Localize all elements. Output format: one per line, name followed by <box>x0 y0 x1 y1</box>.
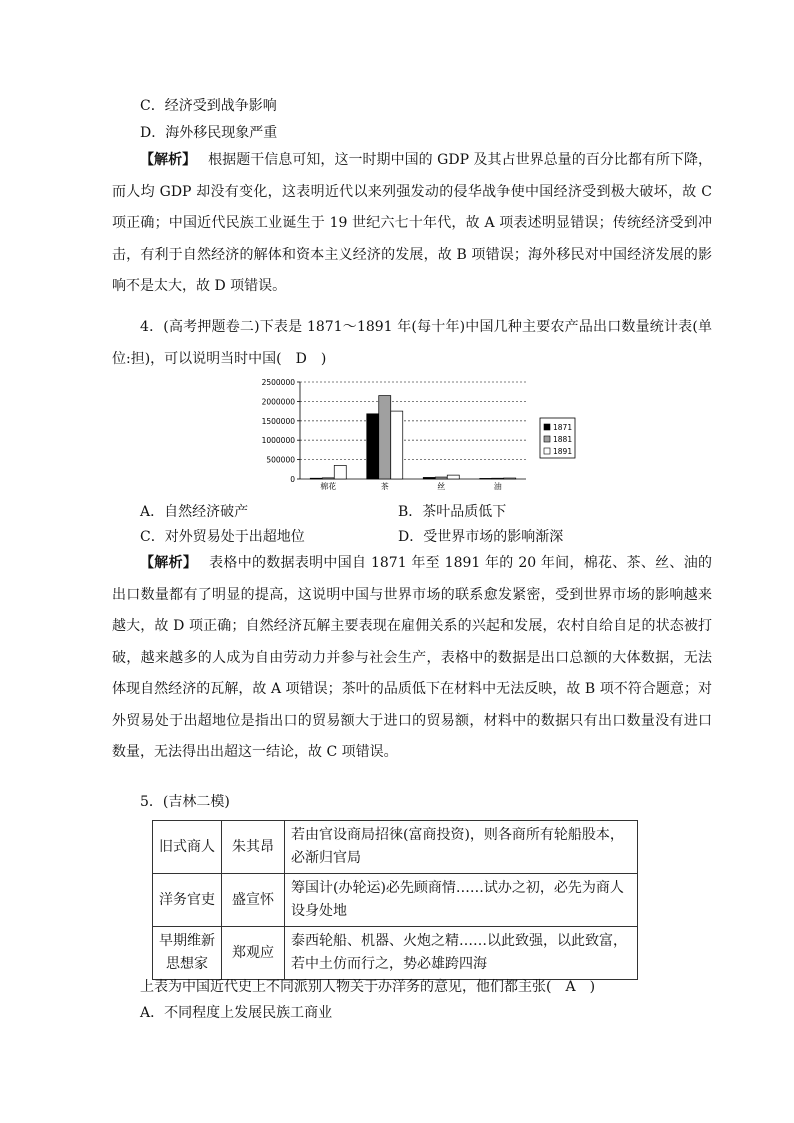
bar-1881-3 <box>492 478 504 479</box>
bar-1871-1 <box>367 414 379 479</box>
question-stem: 5．(吉林二模) <box>140 794 230 810</box>
table-row <box>153 927 638 980</box>
bar-1891-2 <box>447 475 459 479</box>
option-c: C．经济受到战争影响 <box>140 98 277 114</box>
bar-1871-2 <box>423 477 435 479</box>
x-tick-label: 丝 <box>437 482 446 491</box>
y-tick-label: 0 <box>290 475 295 484</box>
table-cell-view: 筹国计(办轮运)必先顾商情……试办之初，必先为商人设身处地 <box>285 874 638 927</box>
y-tick-label: 2500000 <box>261 378 295 387</box>
analysis-text: 表格中的数据表明中国自 1871 年至 1891 年的 20 年间，棉花、茶、丝、油的出口数量都有了明显的提高，这说明中国与世界市场的联系愈发紧密，受到世界市场的影响越来越大，故 D 项正确；自然经济瓦解主要表现在雇佣关系的兴起和发展，农村自给自足的状态被打破，越来越多的人成为自由劳动力并参与社会生产，表格中的数据是出口总额的大体数据，无法体现自然经济的瓦解，故 A 项错误；茶叶的品质低下在材料中无法反映，故 B 项不符合题意；对外贸易处于出超地位是指出口的贸易额大于进口的贸易额，材料中的数据只有出口数量没有进口数量，无法得出出超这一结论，故 C 项错误。 <box>112 555 712 760</box>
table-cell-type: 洋务官吏 <box>153 874 222 927</box>
analysis-text: 根据题干信息可知，这一时期中国的 GDP 及其占世界总量的百分比都有所下降，而人均 GDP 却没有变化，这表明近代以来列强发动的侵华战争使中国经济受到极大破坏，故 C 项正确；中国近代民族工业诞生于 19 世纪六七十年代，故 A 项表述明显错误；传统经济受到冲击，有利于自然经济的解体和资本主义经济的发展，故 B 项错误；海外移民对中国经济发展的影响不是太大，故 D 项错误。 <box>112 152 712 294</box>
bar-1871-3 <box>480 478 492 479</box>
x-tick-label: 棉花 <box>320 482 337 491</box>
option-c: C．对外贸易处于出超地位 <box>140 529 305 545</box>
analysis-tag: 【解析】 <box>140 555 198 571</box>
table-cell-view: 泰西轮船、机器、火炮之精……以此致强，以此致富，若中土仿而行之，势必雄跨四海 <box>285 927 638 980</box>
question-stem-text: 4．(高考押题卷二)下表是 1871～1891 年(每十年)中国几种主要农产品出口数量统计表(单位:担)，可以说明当时中国( D ) <box>112 319 712 367</box>
y-tick-label: 1000000 <box>261 436 295 446</box>
y-tick-label: 1500000 <box>261 416 295 426</box>
table-cell-view: 若由官设商局招徕(富商投资)，则各商所有轮船股本，必渐归官局 <box>285 821 638 874</box>
option-b: B．茶叶品质低下 <box>398 504 507 520</box>
analysis-paragraph <box>112 145 712 303</box>
legend-label: 1891 <box>553 447 573 456</box>
bar-1871-0 <box>310 478 322 479</box>
analysis-tag: 【解析】 <box>140 152 197 168</box>
legend-swatch <box>544 424 550 430</box>
legend-label: 1871 <box>553 423 573 432</box>
table-cell-person: 盛宣怀 <box>222 874 285 927</box>
table-row <box>153 821 638 874</box>
y-tick-label: 500000 <box>266 455 295 465</box>
bar-1891-1 <box>391 411 403 479</box>
table-cell-person: 郑观应 <box>222 927 285 980</box>
option-a: A．不同程度上发展民族工商业 <box>140 1005 333 1021</box>
bar-1881-0 <box>322 478 334 479</box>
legend-swatch <box>544 448 550 454</box>
bar-1891-3 <box>504 478 516 479</box>
table-cell-type: 旧式商人 <box>153 821 222 874</box>
opinions-table <box>152 820 638 980</box>
bar-1881-1 <box>379 396 391 479</box>
table-cell-type: 早期维新思想家 <box>153 927 222 980</box>
table-cell-person: 朱其昂 <box>222 821 285 874</box>
bar-1881-2 <box>435 477 447 479</box>
export-bar-chart <box>258 378 590 493</box>
option-a: A．自然经济破产 <box>140 504 249 520</box>
table-row <box>153 874 638 927</box>
option-d: D．受世界市场的影响渐深 <box>398 529 564 545</box>
question-stem <box>112 312 712 375</box>
x-tick-label: 油 <box>493 482 502 491</box>
table-caption: 上表为中国近代史上不同派别人物关于办洋务的意见，他们都主张( A ) <box>140 979 596 995</box>
y-tick-label: 2000000 <box>261 397 295 407</box>
legend-label: 1881 <box>553 435 573 444</box>
analysis-paragraph <box>112 548 712 769</box>
bar-1891-0 <box>334 465 346 479</box>
x-tick-label: 茶 <box>380 482 389 491</box>
legend-swatch <box>544 436 550 442</box>
option-d: D．海外移民现象严重 <box>140 125 278 141</box>
